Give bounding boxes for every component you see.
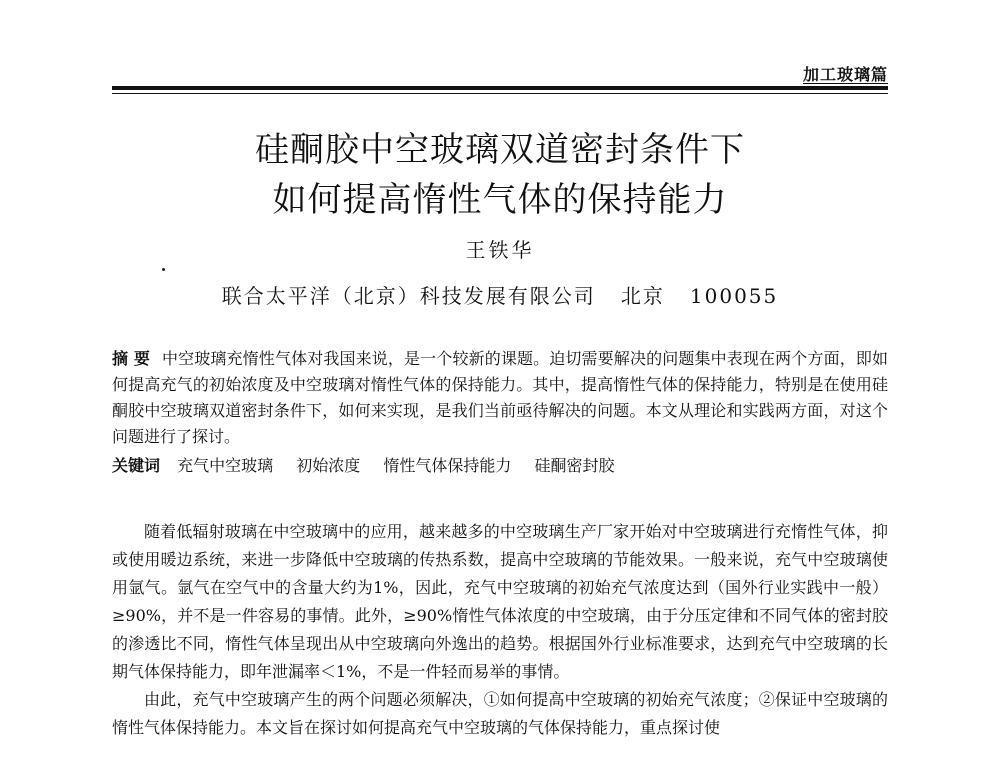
abstract — [112, 346, 888, 450]
header-rule-thin — [112, 93, 888, 94]
keywords-label: 关键词 — [112, 456, 161, 475]
body-paragraph-1: 随着低辐射玻璃在中空玻璃中的应用，越来越多的中空玻璃生产厂家开始对中空玻璃进行充惰性气体，抑或使用暖边系统，来进一步降低中空玻璃的传热系数，提高中空玻璃的节能效果。一般来说，充气中空玻璃使用氩气。氩气在空气中的含量大约为1%，因此，充气中空玻璃的初始充气浓度达到（国外行业实践中一般）≥90%，并不是一件容易的事情。此外，≥90%惰性气体浓度的中空玻璃，由于分压定律和不同气体的密封胶的渗透比不同，惰性气体呈现出从中空玻璃向外逸出的趋势。根据国外行业标准要求，达到充气中空玻璃的长期气体保持能力，即年泄漏率＜1%，不是一件轻而易举的事情。 — [112, 522, 888, 681]
abstract-label: 摘 要 — [112, 349, 150, 368]
article-title-line2: 如何提高惰性气体的保持能力 — [272, 180, 728, 220]
body-text — [112, 518, 888, 742]
abstract-text: 中空玻璃充惰性气体对我国来说，是一个较新的课题。迫切需要解决的问题集中表现在两个方面，即如何提高充气的初始浓度及中空玻璃对惰性气体的保持能力。其中，提高惰性气体的保持能力，特别是在使用硅酮胶中空玻璃双道密封条件下，如何来实现，是我们当前亟待解决的问题。本文从理论和实践两方面，对这个问题进行了探讨。 — [112, 349, 888, 446]
article-title-line1: 硅酮胶中空玻璃双道密封条件下 — [255, 130, 745, 170]
article-affiliation: 联合太平洋（北京）科技发展有限公司 北京 100055 — [221, 284, 779, 308]
keywords — [112, 453, 888, 479]
stray-dot — [162, 268, 165, 271]
keyword-item: 初始浓度 — [296, 456, 361, 475]
header-rule-thick — [112, 86, 888, 90]
body-paragraph-2: 由此，充气中空玻璃产生的两个问题必须解决，①如何提高中空玻璃的初始充气浓度；②保证中空玻璃的惰性气体保持能力。本文旨在探讨如何提高充气中空玻璃的气体保持能力，重点探讨使 — [112, 690, 888, 737]
keyword-item: 硅酮密封胶 — [534, 456, 615, 475]
keyword-item: 充气中空玻璃 — [177, 456, 274, 475]
article-author: 王铁华 — [465, 238, 535, 262]
keyword-item: 惰性气体保持能力 — [383, 456, 512, 475]
section-label: 加工玻璃篇 — [802, 65, 888, 84]
